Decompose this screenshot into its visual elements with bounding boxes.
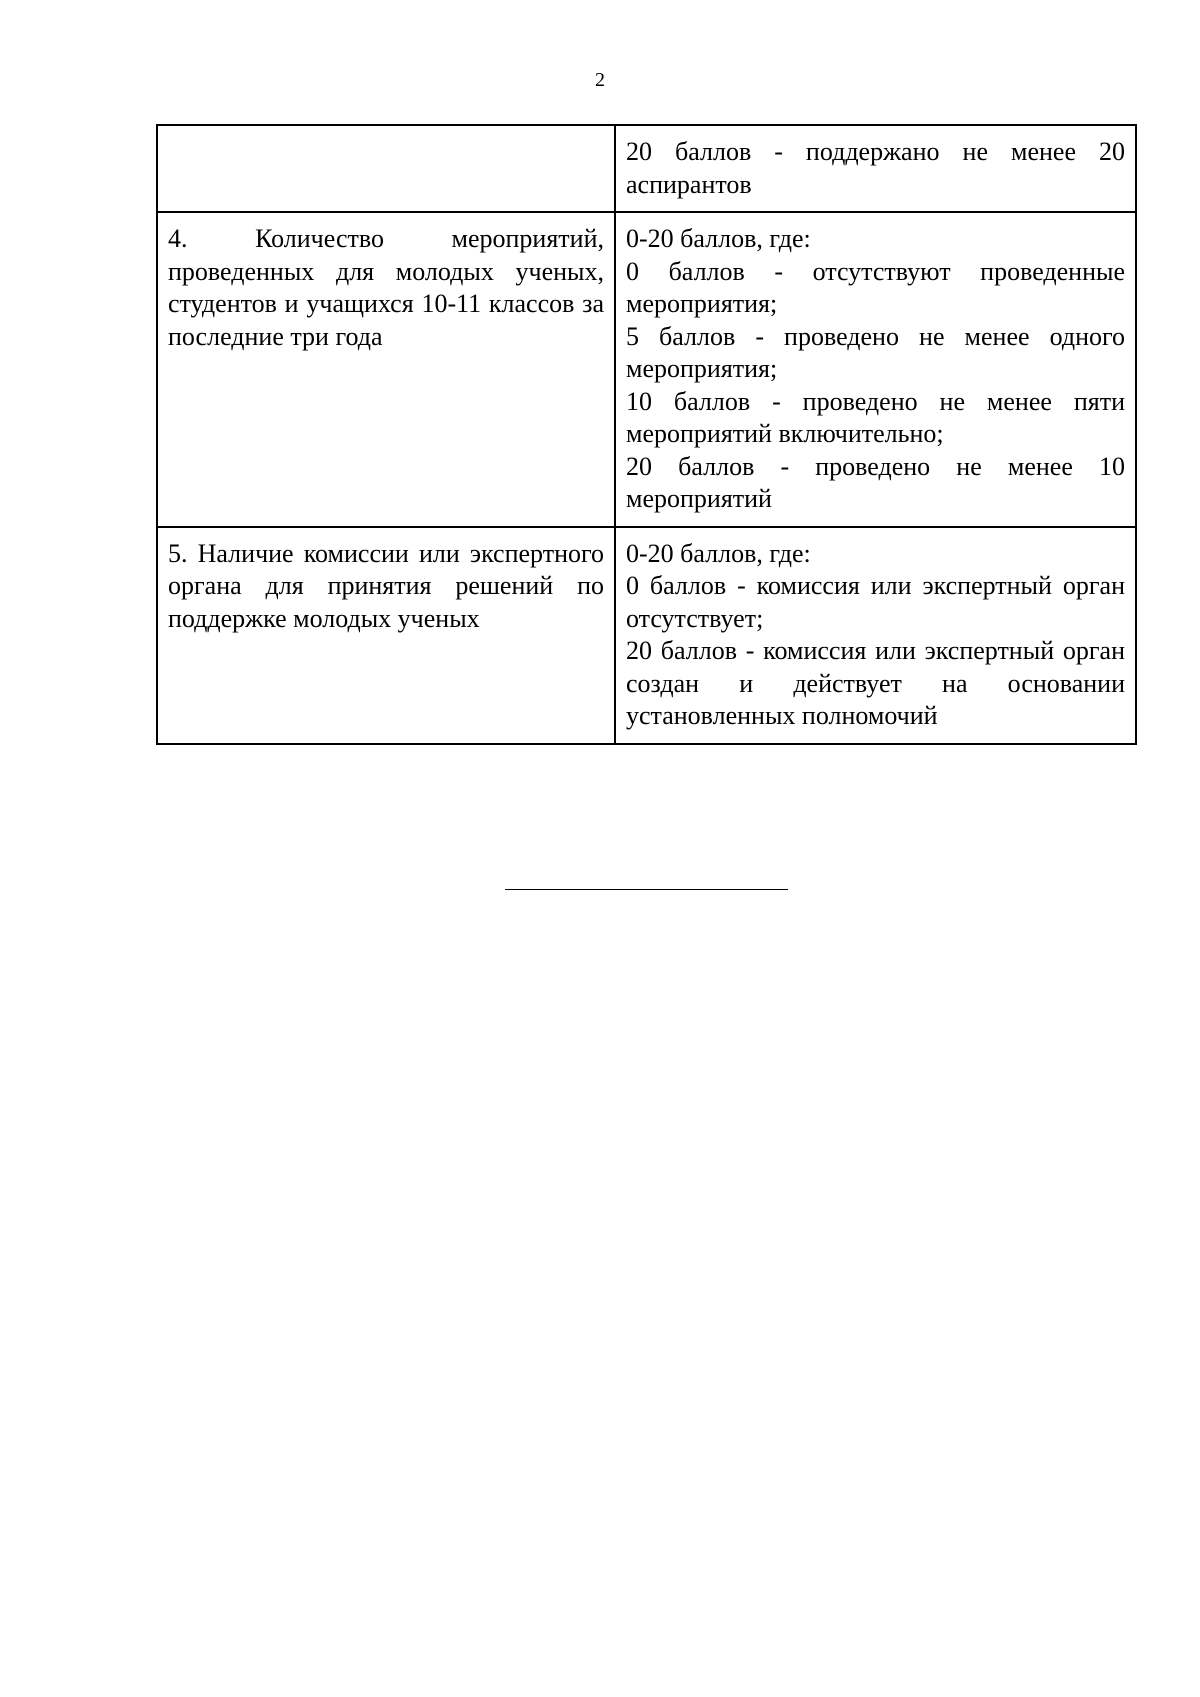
criterion-cell: 4. Количество мероприятий, проведенных для молодых ученых, студентов и учащихся 10-11 классов за последние три года <box>157 212 615 527</box>
score-cell <box>615 212 1136 527</box>
score-line: 5 баллов - проведено не менее одного мероприятия; <box>626 321 1125 383</box>
score-line: 10 баллов - проведено не менее пяти мероприятий включительно; <box>626 386 1125 448</box>
end-divider-line <box>505 889 788 890</box>
score-cell <box>615 527 1136 744</box>
score-line: 0-20 баллов, где: <box>626 224 811 253</box>
criteria-table <box>156 124 1137 745</box>
criterion-cell <box>157 125 615 212</box>
score-line: 0 баллов - отсутствуют проведенные мероприятия; <box>626 256 1125 318</box>
criterion-cell: 5. Наличие комиссии или экспертного органа для принятия решений по поддержке молодых ученых <box>157 527 615 744</box>
score-line: 20 баллов - комиссия или экспертный орган создан и действует на основании установленных полномочий <box>626 636 1125 730</box>
table-row <box>157 125 1136 212</box>
score-cell <box>615 125 1136 212</box>
score-line: 20 баллов - проведено не менее 10 мероприятий <box>626 451 1125 513</box>
score-line: 0-20 баллов, где: <box>626 538 811 568</box>
page-number: 2 <box>595 69 605 91</box>
table-row <box>157 527 1136 744</box>
table-row <box>157 212 1136 527</box>
score-line: 0 баллов - комиссия или экспертный орган отсутствует; <box>626 571 1125 633</box>
score-line: 20 баллов - поддержано не менее 20 аспирантов <box>626 137 1125 199</box>
